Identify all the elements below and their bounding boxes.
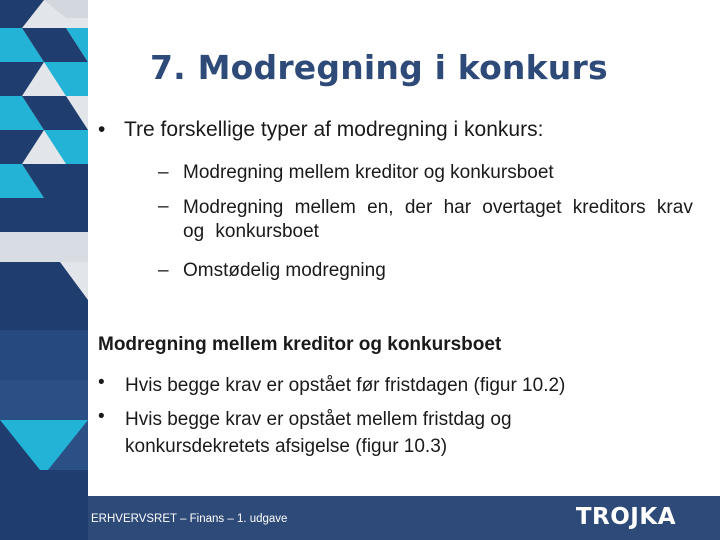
main-bullet-text: Tre forskellige typer af modregning i konkurs:	[124, 118, 544, 141]
bullet-symbol: •	[98, 406, 105, 427]
main-bullet	[98, 118, 543, 142]
sub-item-text: Modregning mellem en, der har overtaget kreditors krav og konkursboet	[183, 197, 693, 242]
decorative-side-pattern	[0, 0, 88, 540]
slide-title: 7. Modregning i konkurs	[150, 48, 608, 87]
sub-item-text: Modregning mellem kreditor og konkursboet	[183, 162, 554, 183]
dash-symbol: –	[158, 162, 169, 183]
bullet-symbol: •	[98, 372, 105, 393]
section-heading: Modregning mellem kreditor og konkursboet	[98, 334, 502, 355]
section-bullet-text: Hvis begge krav er opstået mellem fristdag og konkursdekretets afsigelse (figur 10.3)	[125, 409, 512, 457]
footer-bar	[88, 496, 720, 540]
trojka-logo: TROJKA	[575, 504, 676, 530]
section-bullet-text: Hvis begge krav er opstået før fristdagen (figur 10.2)	[125, 375, 566, 396]
dash-symbol: –	[158, 196, 169, 217]
dash-symbol: –	[158, 260, 169, 281]
footer-text: ERHVERVSRET – Finans – 1. udgave	[91, 513, 288, 525]
sub-item-text: Omstødelig modregning	[183, 260, 386, 281]
bullet-symbol: •	[98, 118, 106, 141]
